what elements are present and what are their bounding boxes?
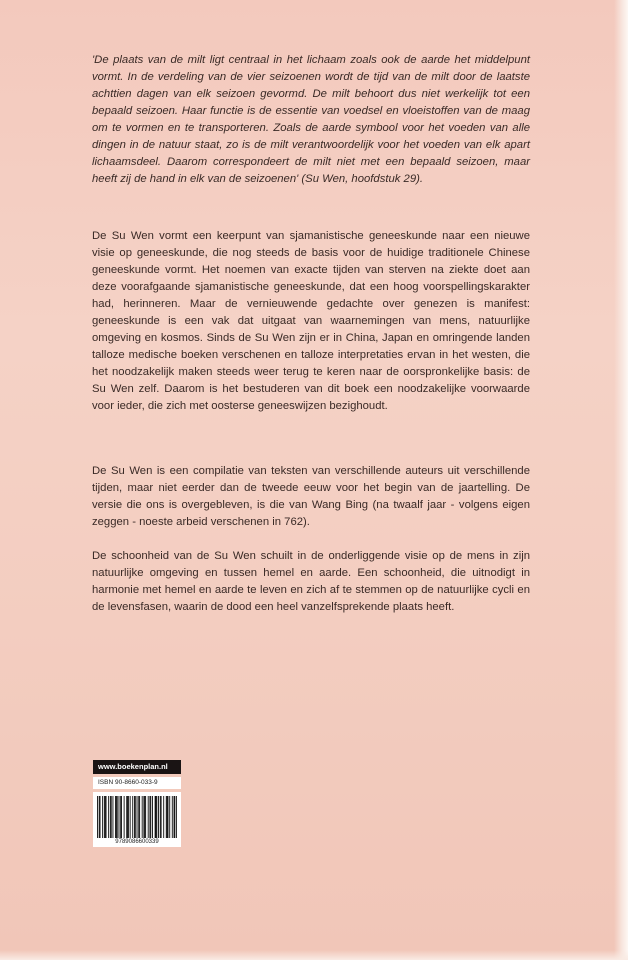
quote-paragraph: 'De plaats van de milt ligt centraal in het lichaam zoals ook de aarde het middelpunt vormt. In de verdeling van de vier seizoenen wordt de tijd van de milt door de laatste achttien dagen van elk seizoen gevormd. De milt behoort dus niet werkelijk tot een bepaald seizoen. Haar functie is de essentie van voedsel en vloeistoffen van de maag om te vormen en te transporteren. Zoals de aarde symbool voor het voeden van alle dingen in de natuur staat, zo is de milt verantwoordelijk voor het voeden van elk apart lichaamsdeel. Daarom correspondeert de milt niet met een bepaald seizoen, maar heeft zij de hand in elk van de seizoenen' (Su Wen, hoofdstuk 29).	[92, 54, 530, 185]
barcode-bar	[167, 796, 168, 838]
barcode-bar	[149, 796, 150, 838]
barcode-bar	[112, 796, 113, 838]
barcode-bar	[115, 796, 116, 838]
barcode-bar	[155, 796, 156, 838]
barcode-area	[93, 792, 181, 847]
barcode-bar	[137, 796, 138, 838]
barcode-bar	[117, 796, 118, 838]
barcode-bar	[132, 796, 133, 838]
barcode-bar	[110, 796, 111, 838]
barcode-bar	[166, 796, 167, 838]
barcode-bar	[116, 796, 117, 838]
barcode-bar	[104, 796, 105, 838]
isbn-number: ISBN 90-8660-033-9	[93, 777, 181, 789]
barcode-bar	[155, 796, 156, 838]
description-paragraph-2: De Su Wen is een compilatie van teksten van verschillende auteurs uit verschillende tijden, maar niet eerder dan de tweede eeuw voor het begin van de jaartelling. De versie die ons is overgebleven, is die van Wang Bing (na twaalf jaar - volgens eigen zeggen - noeste arbeid verschenen in 762).	[92, 465, 530, 528]
barcode-bar	[176, 796, 177, 838]
barcode-bar	[142, 796, 143, 838]
barcode-bar	[124, 796, 125, 838]
barcode-bar	[150, 796, 151, 838]
barcode-bars	[97, 796, 177, 838]
barcode-bar	[97, 796, 98, 838]
barcode-bar	[168, 796, 169, 838]
barcode-bar	[174, 796, 175, 838]
barcode-bar	[128, 796, 129, 838]
barcode-bar	[174, 796, 175, 838]
barcode-bar	[161, 796, 162, 838]
barcode-bar	[145, 796, 146, 838]
description-paragraph-3: De schoonheid van de Su Wen schuilt in de onderliggende visie op de mens in zijn natuurlijke omgeving en tussen hemel en aarde. Een schoonheid, die uitnodigt in harmonie met hemel en aarde te leven en zich af te stemmen op de natuurlijke cycli en de levensfasen, waarin de dood een heel vanzelfsprekende plaats heeft.	[92, 550, 530, 613]
barcode-bar	[158, 796, 159, 838]
description-paragraph-1: De Su Wen vormt een keerpunt van sjamanistische geneeskunde naar een nieuwe visie op geneeskunde, die nog steeds de basis voor de huidige traditionele Chinese geneeskunde vormt. Het noemen van exacte tijden van sterven na ziekte doet aan deze voorafgaande sjamanistische geneeskunde, dat een hoog voorspellingskarakter had, herinneren. Maar de vernieuwende gedachte over genezen is manifest: geneeskunde is een vak dat uitgaat van waarnemingen van mens, natuurlijke omgeving en kosmos. Sinds de Su Wen zijn er in China, Japan en omringende landen talloze medische boeken verschenen en talloze interpretaties ervan in het westen, die het noodzakelijk maken steeds weer terug te keren naar de oorspronkelijke basis: de Su Wen zelf. Daarom is het bestuderen van dit boek een noodzakelijke voorwaarde voor ieder, die zich met oosterse geneeswijzen bezighoudt.	[92, 230, 530, 412]
barcode-bar	[120, 796, 121, 838]
barcode-bar	[108, 796, 109, 838]
barcode-bar	[134, 796, 135, 838]
barcode-bar	[143, 796, 144, 838]
barcode-bar	[102, 796, 103, 838]
barcode-bar	[111, 796, 112, 838]
barcode-bar	[127, 796, 128, 838]
barcode-bar	[106, 796, 107, 838]
page-edge-bottom	[0, 950, 628, 960]
barcode-bar	[163, 796, 164, 838]
barcode-bar	[130, 796, 131, 838]
barcode-bar	[105, 796, 106, 838]
barcode-bar	[156, 796, 157, 838]
barcode-bar	[144, 796, 145, 838]
barcode-bar	[126, 796, 127, 838]
barcode-bar	[135, 796, 136, 838]
barcode-bar	[99, 796, 100, 838]
publisher-website: www.boekenplan.nl	[93, 760, 181, 774]
barcode-bar	[152, 796, 153, 838]
barcode-number: 9789086600339	[115, 839, 159, 845]
barcode-bar	[138, 796, 139, 838]
barcode-bar	[148, 796, 149, 838]
barcode-label	[93, 760, 181, 864]
page-edge-right	[614, 0, 628, 960]
barcode-bar	[172, 796, 173, 838]
barcode-bar	[160, 796, 161, 838]
barcode-bar	[121, 796, 122, 838]
barcode-bar	[100, 796, 101, 838]
barcode-bar	[169, 796, 170, 838]
barcode-bar	[119, 796, 120, 838]
barcode-bar	[139, 796, 140, 838]
